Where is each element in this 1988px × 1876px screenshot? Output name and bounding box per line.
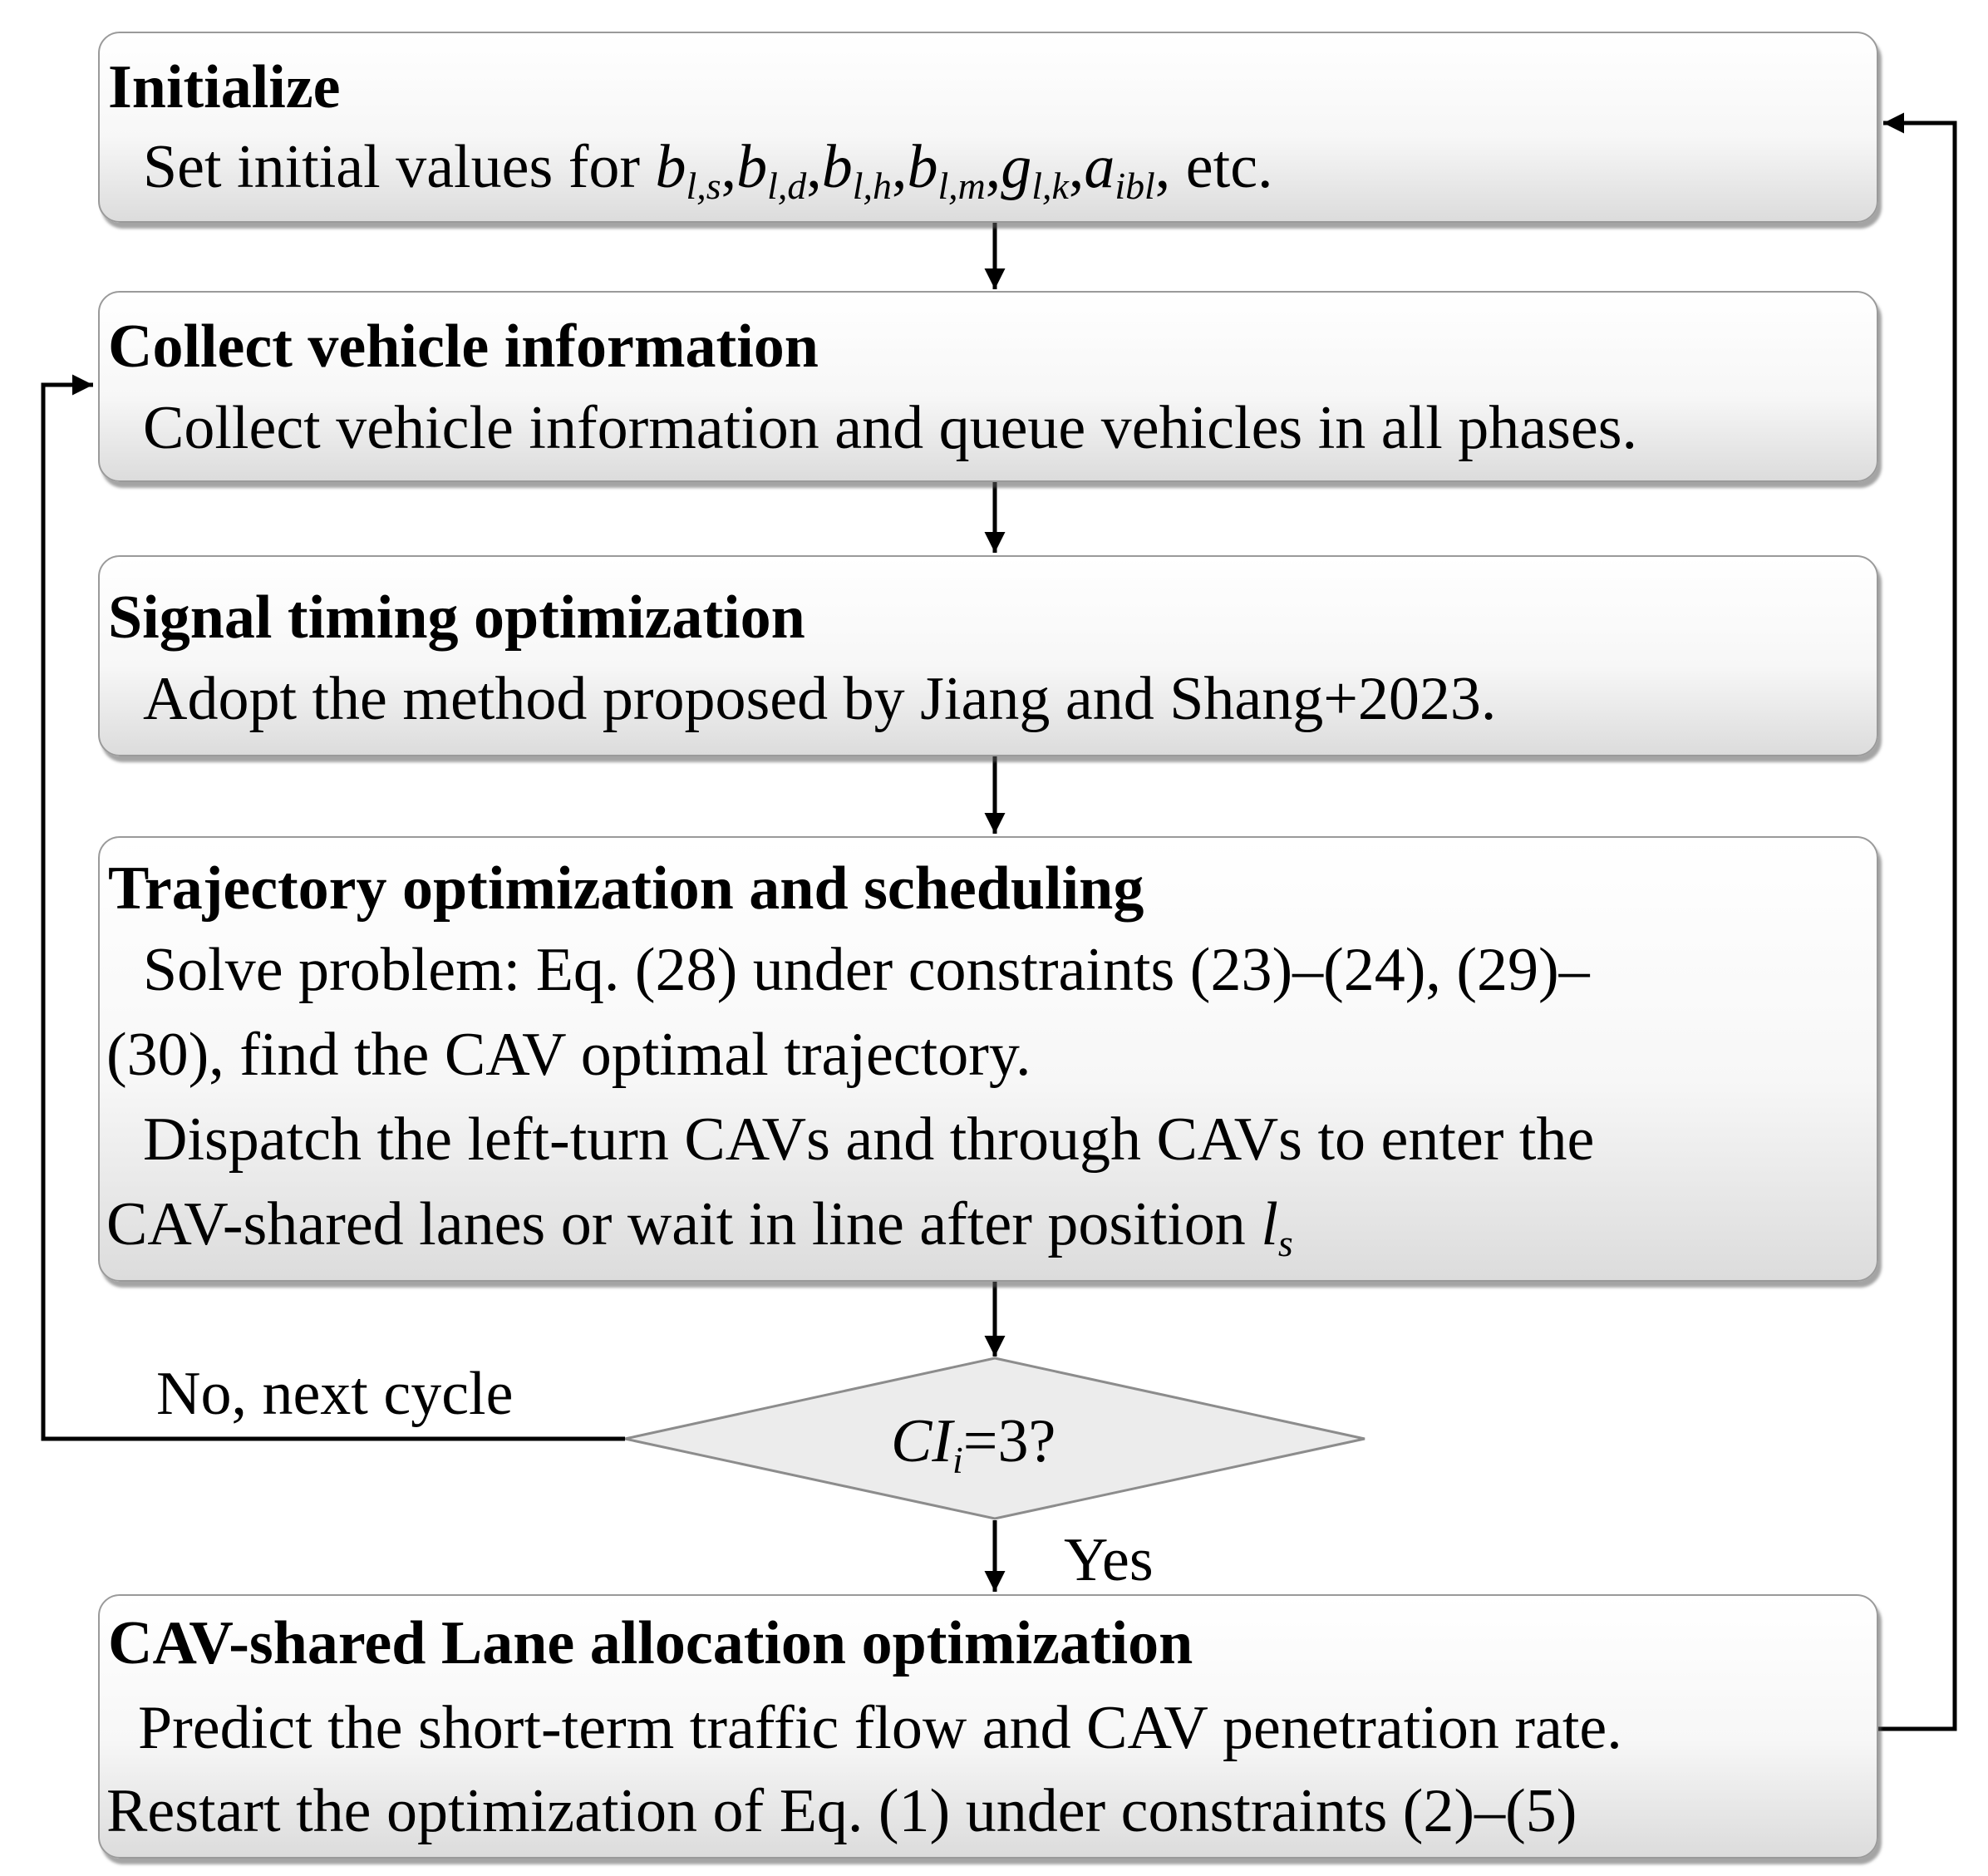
collect-title: Collect vehicle information: [108, 313, 819, 381]
lane-allocation-text-line2: Restart the optimization of Eq. (1) under constraints (2)–(5): [106, 1777, 1577, 1845]
collect-box: [98, 291, 1878, 482]
trajectory-text-line3: Dispatch the left-turn CAVs and through CAVs to enter the: [143, 1105, 1595, 1174]
initialize-text: Set initial values for $b_{l,s},b_{l,d},b_{l,h},b_{l,m},g_{l,k},a_{ibl}$, etc.: [143, 133, 1273, 207]
trajectory-box: [98, 836, 1878, 1282]
signal-title: Signal timing optimization: [108, 583, 805, 652]
yes-branch-label: Yes: [1064, 1526, 1154, 1594]
signal-box: [98, 555, 1878, 756]
no-branch-label: No, next cycle: [156, 1360, 514, 1428]
trajectory-title: Trajectory optimization and scheduling: [108, 854, 1144, 923]
collect-text: Collect vehicle information and queue vehicles in all phases.: [143, 394, 1638, 462]
initialize-box: [98, 32, 1878, 223]
lane-allocation-title: CAV-shared Lane allocation optimization: [108, 1609, 1193, 1677]
trajectory-text-line1: Solve problem: Eq. (28) under constraints (23)–(24), (29)–: [143, 936, 1590, 1004]
initialize-title: Initialize: [108, 53, 341, 121]
lane-allocation-text-line1: Predict the short-term traffic flow and CAV penetration rate.: [138, 1694, 1622, 1762]
signal-text: Adopt the method proposed by Jiang and Shang+2023.: [143, 665, 1497, 733]
lane-allocation-box: [98, 1594, 1878, 1859]
trajectory-text-line2: (30), find the CAV optimal trajectory.: [106, 1021, 1031, 1089]
feedback-connector: [1878, 123, 1955, 1729]
decision-label: $CI_i=3$?: [891, 1407, 1056, 1481]
trajectory-text-line4: CAV-shared lanes or wait in line after position $l_s$: [106, 1190, 1293, 1264]
